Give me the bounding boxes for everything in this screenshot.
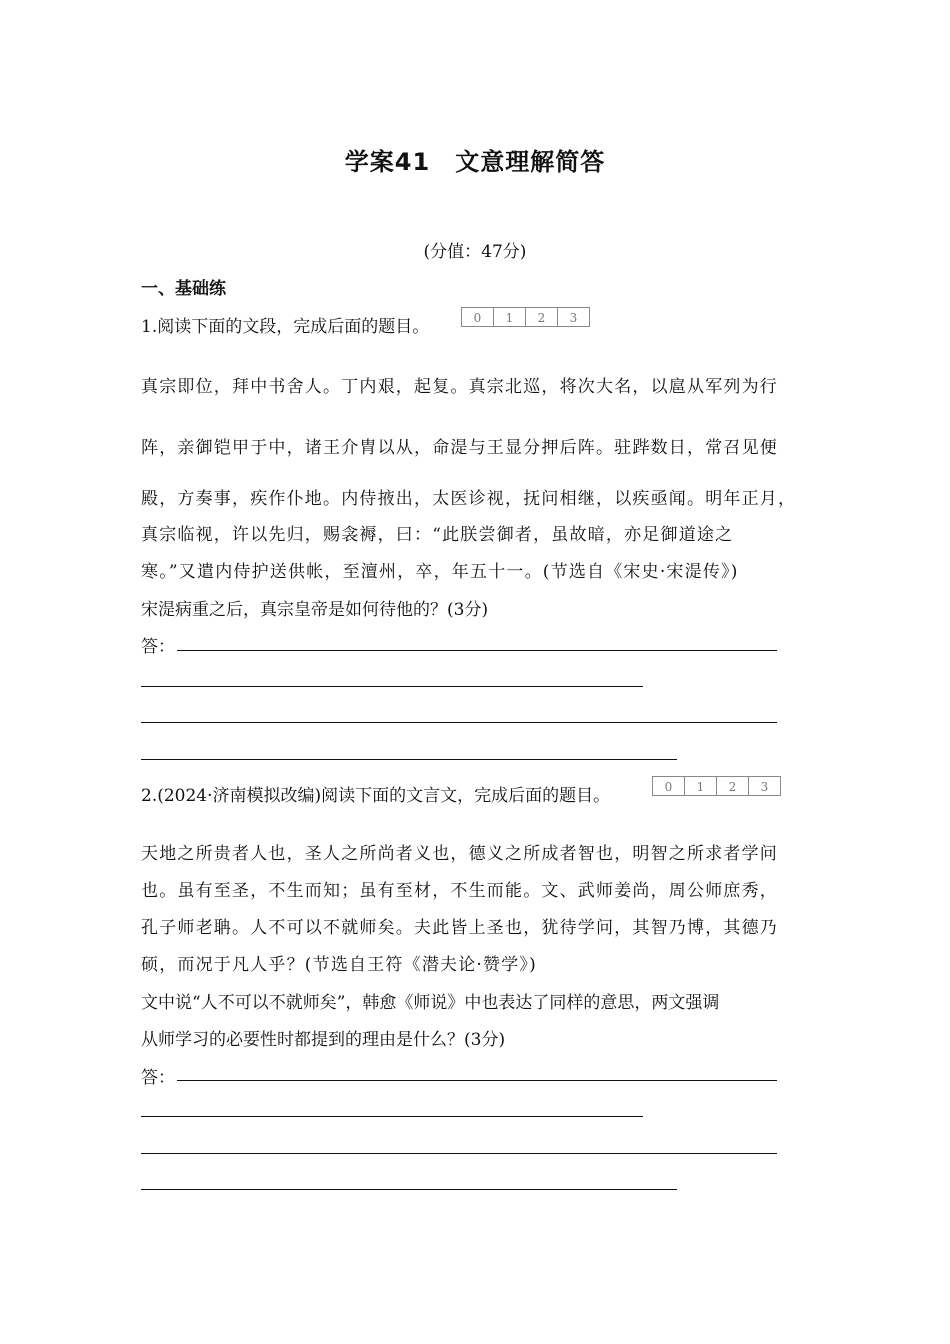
question-2-score-boxes[interactable] <box>652 776 781 796</box>
section-heading: 一、基础练 <box>141 279 226 299</box>
passage-2-line: 天地之所贵者人也，圣人之所尚者义也，德义之所成者智也，明智之所求者学问 <box>141 844 778 864</box>
passage-1-line: 真宗临视，许以先归，赐衾褥，曰：“此朕尝御者，虽故暗，亦足御道途之 <box>141 525 734 545</box>
question-2-text: 文中说“人不可以不就师矣”，韩愈《师说》中也表达了同样的意思，两文强调 <box>141 993 720 1013</box>
passage-1-line: 阵，亲御铠甲于中，诸王介胄以从，命湜与王显分押后阵。驻跸数日，常召见便 <box>141 438 778 458</box>
answer-1-line[interactable] <box>141 722 777 723</box>
passage-2-line: 硕，而况于凡人乎？(节选自王符《潜夫论·赞学》) <box>141 955 537 975</box>
score-box-2[interactable]: 2 <box>526 308 558 326</box>
score-box-1[interactable]: 1 <box>494 308 526 326</box>
total-score: (分值：47分) <box>423 242 527 262</box>
answer-1-line[interactable] <box>177 650 777 651</box>
answer-2-line[interactable] <box>141 1153 777 1154</box>
score-box-3[interactable]: 3 <box>760 780 769 794</box>
answer-1-label: 答： <box>141 637 175 657</box>
score-box-0[interactable]: 0 <box>462 308 494 326</box>
page-title: 学案41 文意理解简答 <box>344 148 606 176</box>
answer-1-line[interactable] <box>141 686 643 687</box>
score-box-3[interactable]: 3 <box>569 311 578 325</box>
passage-1-line: 真宗即位，拜中书舍人。丁内艰，起复。真宗北巡，将次大名，以扈从军列为行 <box>141 377 778 397</box>
answer-2-line[interactable] <box>141 1189 677 1190</box>
passage-1-line: 殿，方奏事，疾作仆地。内侍掖出，太医诊视，抚问相继，以疾亟闻。明年正月， <box>141 489 797 509</box>
answer-1-line[interactable] <box>141 759 677 760</box>
answer-2-line[interactable] <box>141 1116 643 1117</box>
question-1-prompt: 1.阅读下面的文段，完成后面的题目。 <box>141 317 430 337</box>
passage-2-line: 孔子师老聃。人不可以不就师矣。夫此皆上圣也，犹待学问，其智乃博，其德乃 <box>141 918 778 938</box>
question-1-score-boxes[interactable] <box>461 307 590 327</box>
score-box-1[interactable]: 1 <box>685 777 717 795</box>
score-box-2[interactable]: 2 <box>717 777 749 795</box>
question-1-text: 宋湜病重之后，真宗皇帝是如何待他的？(3分) <box>141 600 489 620</box>
passage-2-line: 也。虽有至圣，不生而知；虽有至材，不生而能。文、武师姜尚，周公师庶秀， <box>141 881 778 901</box>
question-2-prompt: 2.(2024·济南模拟改编)阅读下面的文言文，完成后面的题目。 <box>141 786 611 806</box>
passage-1-line: 寒。”又遣内侍护送供帐，至澶州，卒，年五十一。(节选自《宋史·宋湜传》) <box>141 562 739 582</box>
question-2-text: 从师学习的必要性时都提到的理由是什么？(3分) <box>141 1030 506 1050</box>
score-box-0[interactable]: 0 <box>653 777 685 795</box>
answer-2-line[interactable] <box>177 1080 777 1081</box>
answer-2-label: 答： <box>141 1068 175 1088</box>
